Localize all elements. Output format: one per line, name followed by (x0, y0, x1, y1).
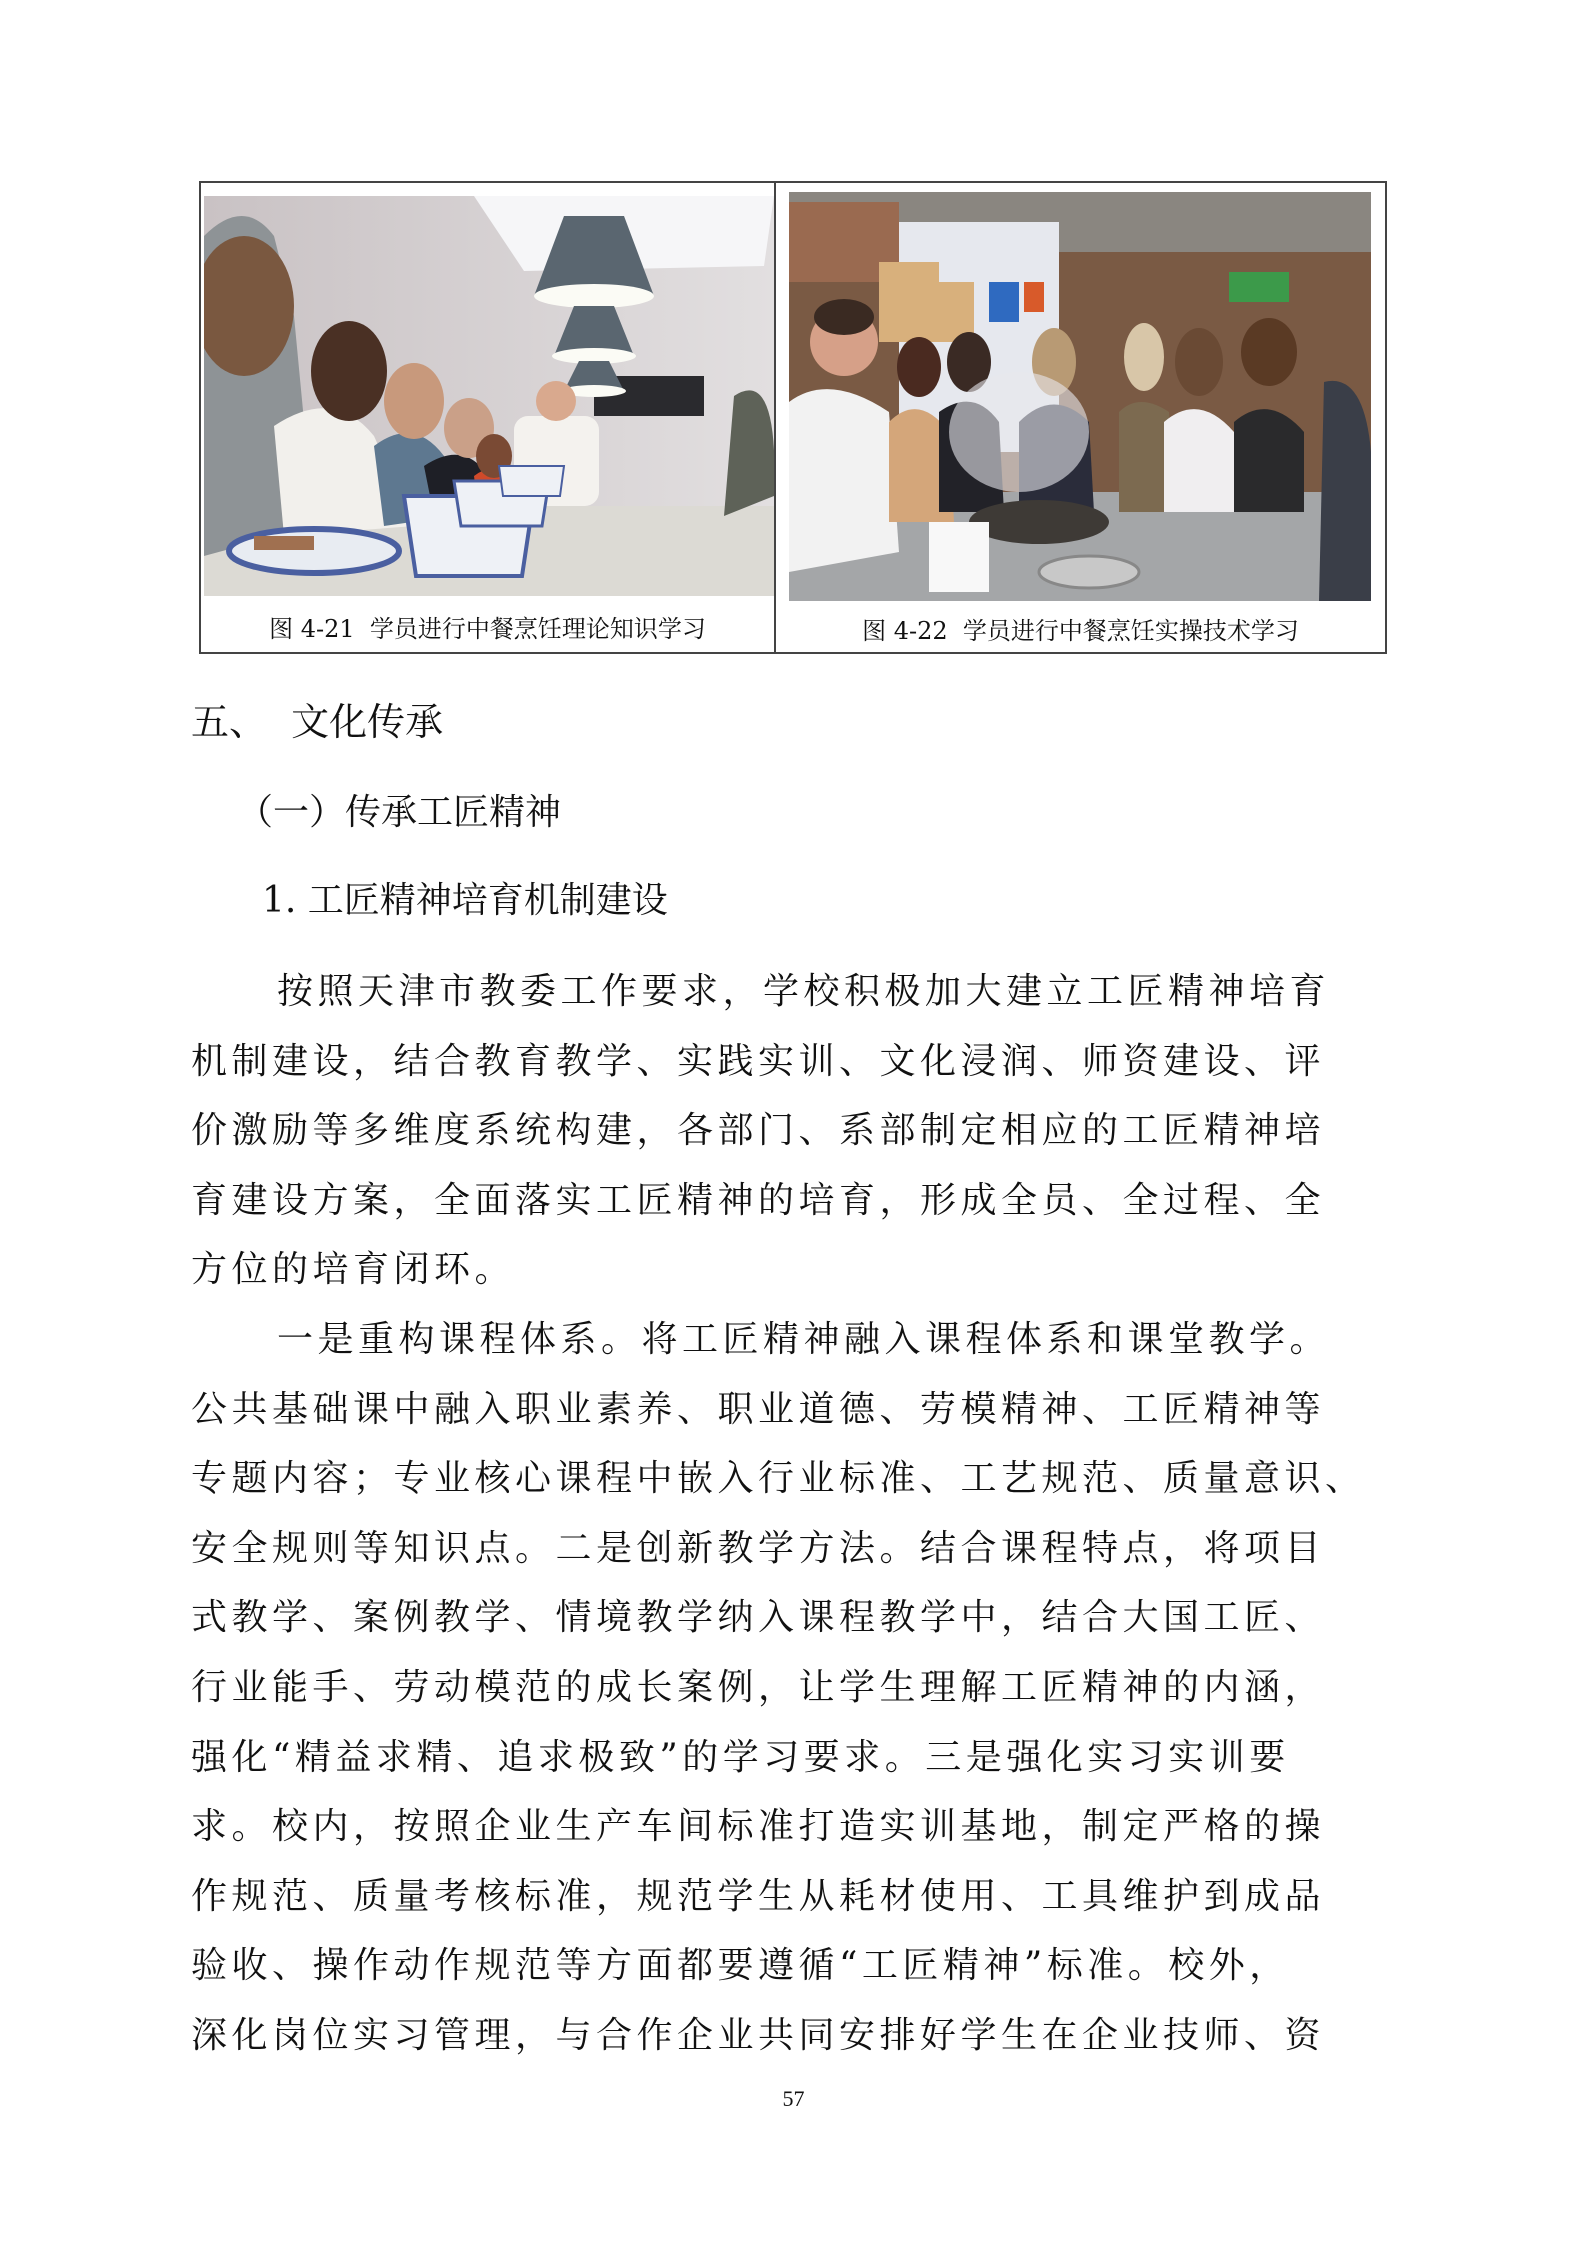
paragraph-measures (191, 1305, 1421, 2071)
photo-kitchen-image (789, 192, 1371, 601)
paragraph-line: 强化“精益求精、追求极致”的学习要求。三是强化实习实训要 (191, 1736, 1290, 1778)
figure-cell-4-22 (776, 183, 1385, 652)
paragraph-line: 式教学、案例教学、情境教学纳入课程教学中，结合大国工匠、 (191, 1597, 1326, 1639)
photo-theory-class (204, 196, 774, 596)
figure-caption-4-21: 图 4-21 学员进行中餐烹饪理论知识学习 (269, 615, 706, 643)
paragraph-line: 一是重构课程体系。将工匠精神融入课程体系和课堂教学。 (277, 1319, 1331, 1360)
paragraph-line: 深化岗位实习管理，与合作企业共同安排好学生在企业技师、资 (191, 2014, 1326, 2056)
figure-caption-4-22: 图 4-22 学员进行中餐烹饪实操技术学习 (862, 617, 1299, 645)
photo-classroom-image (204, 196, 774, 596)
paragraph-line: 专题内容；专业核心课程中嵌入行业标准、工艺规范、质量意识、 (191, 1458, 1366, 1500)
page-number: 57 (782, 2086, 805, 2111)
paragraph-line: 按照天津市教委工作要求，学校积极加大建立工匠精神培育 (277, 971, 1331, 1012)
paragraph-line: 安全规则等知识点。二是创新教学方法。结合课程特点，将项目 (191, 1527, 1326, 1569)
paragraph-line: 行业能手、劳动模范的成长案例，让学生理解工匠精神的内涵， (191, 1666, 1326, 1708)
paragraph-line: 求。校内，按照企业生产车间标准打造实训基地，制定严格的操 (191, 1806, 1326, 1848)
item-heading: 1. 工匠精神培育机制建设 (262, 880, 668, 921)
paragraph-line: 公共基础课中融入职业素养、职业道德、劳模精神、工匠精神等 (191, 1388, 1326, 1430)
photo-practical-cooking (789, 192, 1371, 601)
paragraph-line: 机制建设，结合教育教学、实践实训、文化浸润、师资建设、评 (191, 1040, 1326, 1082)
figure-table (199, 181, 1387, 654)
paragraph-line: 方位的培育闭环。 (191, 1249, 516, 1291)
subsection-heading: （一）传承工匠精神 (237, 792, 562, 833)
paragraph-line: 价激励等多维度系统构建，各部门、系部制定相应的工匠精神培 (191, 1110, 1326, 1152)
paragraph-line: 作规范、质量考核标准，规范学生从耗材使用、工具维护到成品 (191, 1875, 1326, 1917)
paragraph-mechanism (191, 957, 1421, 1305)
paragraph-line: 验收、操作动作规范等方面都要遵循“工匠精神”标准。校外， (191, 1945, 1290, 1987)
figure-cell-4-21 (201, 183, 776, 652)
paragraph-line: 育建设方案，全面落实工匠精神的培育，形成全员、全过程、全 (191, 1179, 1326, 1221)
section-heading: 五、 文化传承 (191, 700, 444, 744)
